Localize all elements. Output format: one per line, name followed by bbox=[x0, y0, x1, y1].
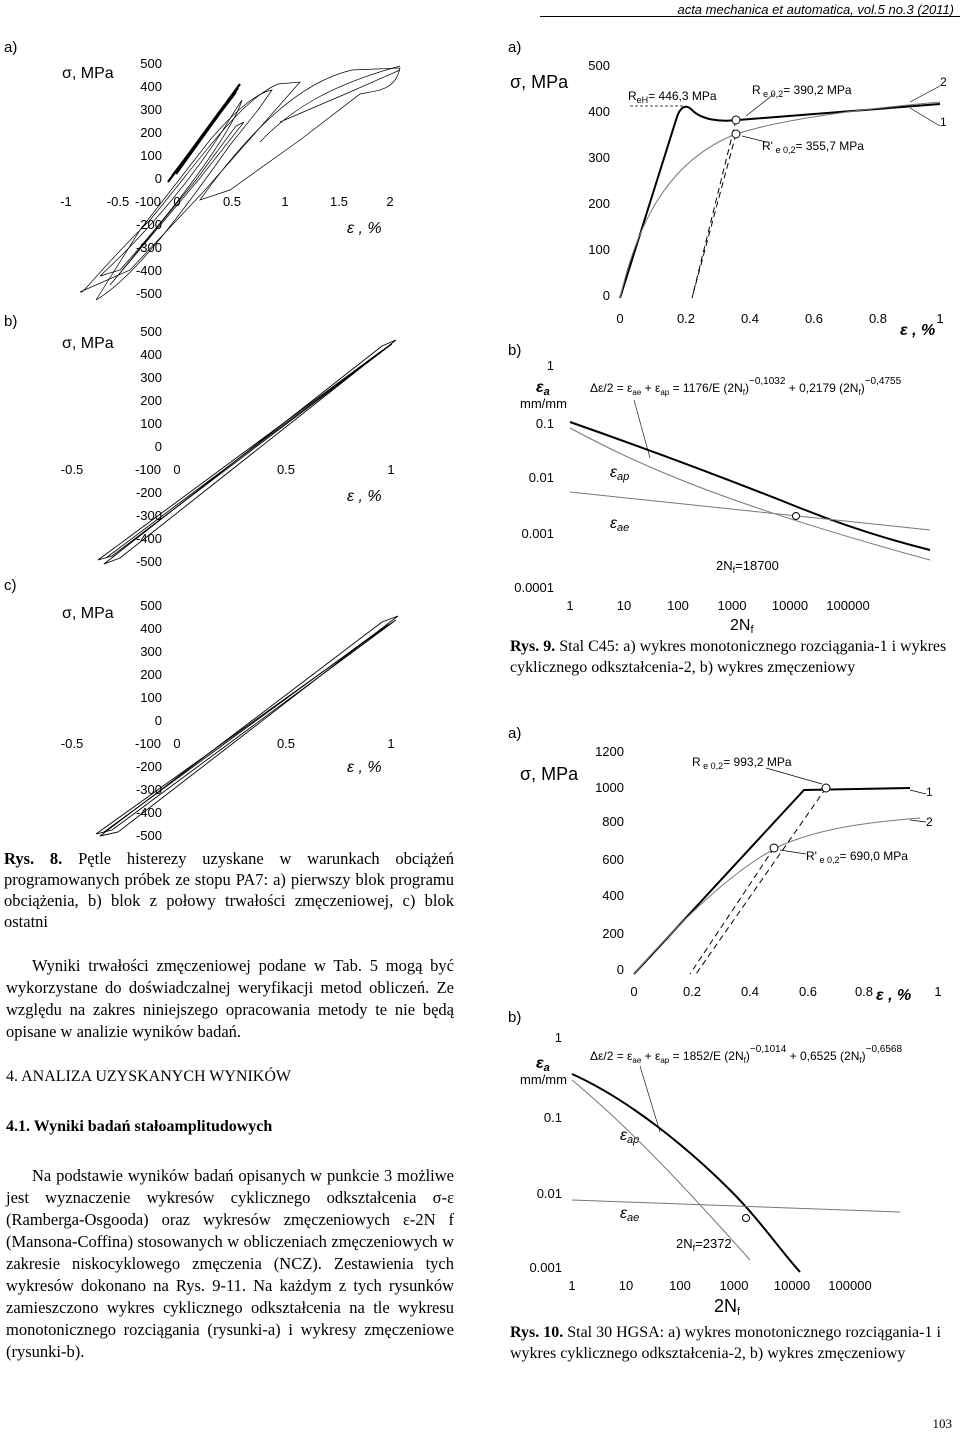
journal-header: acta mechanica et automatica, vol.5 no.3 (2011) bbox=[677, 2, 954, 17]
fig10b-xtitle: 2Nf bbox=[714, 1296, 741, 1318]
svg-text:100000: 100000 bbox=[826, 598, 870, 613]
fig10-caption-label: Rys. 10. bbox=[510, 1324, 564, 1341]
fig8-hysteresis-plots bbox=[0, 30, 470, 850]
svg-text:-0.5: -0.5 bbox=[106, 194, 130, 209]
svg-text:400: 400 bbox=[140, 621, 162, 636]
svg-text:0: 0 bbox=[154, 171, 162, 186]
svg-text:300: 300 bbox=[140, 370, 162, 385]
svg-text:0: 0 bbox=[154, 439, 162, 454]
fig10a-curve2-label: 2 bbox=[926, 815, 933, 829]
fig8c-xtitle: ε , % bbox=[347, 759, 382, 776]
fig9b-Nf-marker bbox=[793, 513, 800, 520]
svg-text:-400: -400 bbox=[135, 531, 162, 546]
svg-text:0: 0 bbox=[616, 962, 624, 977]
fig9a-yticks bbox=[588, 58, 610, 303]
svg-text:300: 300 bbox=[588, 150, 610, 165]
svg-text:-400: -400 bbox=[135, 805, 162, 820]
svg-text:200: 200 bbox=[140, 667, 162, 682]
svg-text:0.01: 0.01 bbox=[528, 470, 554, 485]
svg-text:1000: 1000 bbox=[717, 598, 747, 613]
fig9a-Re-prime: R' $_{e 0,2}$= 355,7 MPa bbox=[762, 139, 864, 155]
fig9a-Re-marker bbox=[732, 116, 740, 124]
fig9a-curve1-label: 1 bbox=[940, 115, 947, 129]
svg-text:100: 100 bbox=[140, 690, 162, 705]
svg-text:10000: 10000 bbox=[773, 1278, 811, 1293]
fig10a-offset-line1 bbox=[696, 788, 826, 974]
fig9b-equation: $\Delta\varepsilon/2 = \varepsilon_{ae} + \varepsilon_{ap} = 1176/E$ $(2N_f)^{-0,1032} + 0,2179$ $(2N_f)^{-0,4755}$ bbox=[590, 376, 902, 397]
svg-text:0: 0 bbox=[173, 462, 181, 477]
svg-text:100: 100 bbox=[140, 416, 162, 431]
svg-text:-100: -100 bbox=[134, 194, 162, 209]
fig9-caption-text: Stal C45: a) wykres monotonicznego rozciągania-1 i wykres cyklicznego odkształcenia-2, b) wykres zmęczeniowy bbox=[510, 638, 947, 676]
svg-text:1: 1 bbox=[281, 194, 289, 209]
fig8a-label: a) bbox=[4, 39, 18, 56]
svg-text:1: 1 bbox=[566, 598, 574, 613]
svg-text:0: 0 bbox=[173, 736, 181, 751]
fig9a-xtitle: ε , % bbox=[900, 322, 936, 339]
svg-text:400: 400 bbox=[588, 104, 610, 119]
fig8-caption-text: Pętle histerezy uzyskane w warunkach obciążeń programowanych próbek ze stopu PA7: a) pierwszy blok programu obciążenia, b) blok z połowy trwałości zmęczeniowej, c) blok ostatni bbox=[4, 849, 454, 931]
fig8c-ytitle: σ, MPa bbox=[62, 605, 114, 622]
svg-text:200: 200 bbox=[602, 926, 624, 941]
fig10b-yunit: mm/mm bbox=[520, 1072, 567, 1087]
svg-text:10: 10 bbox=[618, 1278, 634, 1293]
svg-text:400: 400 bbox=[140, 347, 162, 362]
svg-text:0.001: 0.001 bbox=[521, 526, 554, 541]
fig10b-Nf: $2N_f=2372$ bbox=[676, 1236, 732, 1253]
fig10b-ytitle: εa bbox=[536, 1055, 550, 1074]
svg-text:0: 0 bbox=[154, 713, 162, 728]
svg-text:100: 100 bbox=[667, 598, 689, 613]
svg-text:500: 500 bbox=[140, 56, 162, 71]
svg-text:-100: -100 bbox=[134, 736, 162, 751]
fig9a-Re-prime-marker bbox=[732, 130, 740, 138]
svg-text:0.0001: 0.0001 bbox=[514, 580, 554, 595]
fig8a-xtitle: ε , % bbox=[347, 220, 382, 237]
fig10a-monotonic-curve bbox=[634, 788, 910, 974]
fig8a-dense-band bbox=[168, 84, 240, 182]
fig10-plots bbox=[470, 720, 960, 1320]
svg-text:0.4: 0.4 bbox=[740, 984, 760, 999]
fig10b-eps-ae: εae bbox=[620, 1205, 640, 1224]
fig8-caption-label: Rys. 8. bbox=[4, 849, 63, 868]
svg-text:1200: 1200 bbox=[595, 744, 624, 759]
fig10b-label: b) bbox=[508, 1009, 522, 1026]
fig9b-label: b) bbox=[508, 342, 522, 359]
svg-text:200: 200 bbox=[588, 196, 610, 211]
svg-text:0: 0 bbox=[616, 311, 624, 326]
svg-text:0.6: 0.6 bbox=[798, 984, 818, 999]
fig8b-xtitle: ε , % bbox=[347, 488, 382, 505]
fig10a-Re-prime-marker bbox=[770, 844, 778, 852]
paragraph-2: Na podstawie wyników badań opisanych w punkcie 3 możliwe jest wyznaczenie wykresów cyklicznego odkształcenia σ-ε (Ramberga-Osgooda) oraz wykresów zmęczeniowych ε-2N f (Mansona-Coffina) stosowanych w obliczeniach zmęczeniowych w zakresie niskocyklowego zmęczenia (NCZ). Zestawienia tych wykresów dokonano na Rys. 9-11. Na każdym z tych rysunków zamieszczono wykres cyklicznego odkształcenia na tle wykresu monotonicznego rozciągania (rysunki-a) i wykresy zmęczeniowe (rysunki-b). bbox=[6, 1166, 454, 1361]
fig10a-yticks bbox=[595, 744, 624, 977]
fig9a-offset-line1 bbox=[692, 120, 736, 298]
svg-text:600: 600 bbox=[602, 852, 624, 867]
svg-text:-500: -500 bbox=[135, 286, 162, 301]
fig9a-offset-line2 bbox=[692, 134, 736, 298]
fig9a-xticks bbox=[616, 311, 943, 326]
fig9b-Nf: $2N_f=18700$ bbox=[716, 558, 779, 575]
fig8a-xticks bbox=[60, 194, 393, 209]
svg-text:2: 2 bbox=[386, 194, 394, 209]
svg-text:-300: -300 bbox=[135, 508, 162, 523]
fig9b-xticks bbox=[566, 598, 869, 613]
svg-text:10: 10 bbox=[616, 598, 632, 613]
fig9a-cyclic-curve bbox=[620, 102, 940, 298]
fig8b-label: b) bbox=[4, 313, 18, 330]
page-number: 103 bbox=[932, 1416, 952, 1431]
svg-text:0.1: 0.1 bbox=[535, 416, 554, 431]
fig8-caption bbox=[4, 848, 454, 932]
svg-text:-500: -500 bbox=[135, 828, 162, 843]
fig10a-Re: R $_{e 0,2}$= 993,2 MPa bbox=[692, 755, 792, 771]
svg-text:0.8: 0.8 bbox=[868, 311, 888, 326]
fig9a-monotonic-curve bbox=[620, 104, 940, 298]
svg-text:-300: -300 bbox=[135, 782, 162, 797]
fig9b-ytitle: εa bbox=[536, 379, 550, 398]
fig10b-Nf-marker bbox=[743, 1215, 750, 1222]
svg-text:0.4: 0.4 bbox=[740, 311, 760, 326]
fig10b-eps-ap: εap bbox=[620, 1127, 640, 1146]
fig10b-plastic-curve bbox=[572, 1080, 750, 1260]
svg-text:0.5: 0.5 bbox=[222, 194, 242, 209]
fig8a-yticks bbox=[136, 56, 162, 301]
fig9a-ReH: $R_{eH}= 446,3$ MPa bbox=[628, 89, 717, 105]
fig9b-eps-ae: εae bbox=[610, 515, 630, 534]
svg-text:300: 300 bbox=[140, 644, 162, 659]
svg-text:1: 1 bbox=[554, 1030, 562, 1045]
svg-text:100: 100 bbox=[669, 1278, 691, 1293]
svg-text:0.6: 0.6 bbox=[804, 311, 824, 326]
fig10a-Re-marker bbox=[822, 784, 830, 792]
svg-text:100: 100 bbox=[140, 148, 162, 163]
svg-text:0.2: 0.2 bbox=[682, 984, 702, 999]
svg-text:-200: -200 bbox=[135, 759, 162, 774]
svg-text:200: 200 bbox=[140, 125, 162, 140]
svg-text:800: 800 bbox=[602, 814, 624, 829]
svg-text:400: 400 bbox=[602, 888, 624, 903]
fig10-caption bbox=[510, 1322, 950, 1364]
fig9-caption bbox=[510, 636, 950, 678]
svg-text:0.1: 0.1 bbox=[543, 1110, 562, 1125]
svg-text:1000: 1000 bbox=[595, 780, 624, 795]
svg-text:0: 0 bbox=[602, 288, 610, 303]
fig8a-ytitle: σ, MPa bbox=[62, 65, 114, 82]
svg-text:200: 200 bbox=[140, 393, 162, 408]
fig9-plots bbox=[470, 30, 960, 640]
fig8b-ytitle: σ, MPa bbox=[62, 335, 114, 352]
fig9b-xtitle: 2Nf bbox=[730, 617, 754, 636]
svg-text:1: 1 bbox=[934, 984, 942, 999]
svg-text:-400: -400 bbox=[135, 263, 162, 278]
fig10a-cyclic-curve bbox=[634, 818, 920, 974]
fig8a-loops bbox=[80, 66, 400, 300]
svg-text:-500: -500 bbox=[135, 554, 162, 569]
svg-text:0.001: 0.001 bbox=[529, 1260, 562, 1275]
svg-text:0: 0 bbox=[630, 984, 638, 999]
svg-text:-200: -200 bbox=[135, 217, 162, 232]
fig9a-ytitle: σ, MPa bbox=[510, 72, 569, 92]
svg-text:400: 400 bbox=[140, 79, 162, 94]
section-heading: 4. ANALIZA UZYSKANYCH WYNIKÓW bbox=[6, 1068, 292, 1085]
svg-text:-100: -100 bbox=[134, 462, 162, 477]
fig8c-xticks bbox=[61, 736, 395, 751]
paragraph-1: Wyniki trwałości zmęczeniowej podane w Tab. 5 mogą być wykorzystane do doświadczalnej weryfikacji metod obliczeń. Ze względu na zakres niniejszego opracowania metody te nie będą opisane w analizie wyników badań. bbox=[6, 956, 454, 1041]
svg-text:10000: 10000 bbox=[771, 598, 809, 613]
fig10b-xticks bbox=[568, 1278, 871, 1293]
fig9b-yunit: mm/mm bbox=[520, 396, 567, 411]
svg-text:500: 500 bbox=[140, 598, 162, 613]
svg-text:1: 1 bbox=[568, 1278, 576, 1293]
fig10b-equation: $\Delta\varepsilon/2 = \varepsilon_{ae} + \varepsilon_{ap} = 1852/E$ $(2N_f)^{-0,1014} + 0,6525$ $(2N_f)^{-0,6568}$ bbox=[590, 1044, 903, 1065]
svg-text:-0.5: -0.5 bbox=[60, 462, 84, 477]
header-rule bbox=[540, 16, 960, 17]
svg-text:-0.5: -0.5 bbox=[60, 736, 84, 751]
fig8c-label: c) bbox=[4, 577, 17, 594]
svg-text:-200: -200 bbox=[135, 485, 162, 500]
svg-text:-1: -1 bbox=[60, 194, 72, 209]
fig9a-curve2-label: 2 bbox=[940, 75, 947, 89]
svg-text:0.5: 0.5 bbox=[276, 462, 296, 477]
svg-text:500: 500 bbox=[588, 58, 610, 73]
svg-text:1.5: 1.5 bbox=[329, 194, 349, 209]
fig9a-label: a) bbox=[508, 39, 522, 56]
svg-text:1: 1 bbox=[387, 462, 395, 477]
svg-text:1: 1 bbox=[387, 736, 395, 751]
svg-text:1: 1 bbox=[936, 311, 944, 326]
svg-text:0.2: 0.2 bbox=[676, 311, 696, 326]
fig10a-ytitle: σ, MPa bbox=[520, 764, 579, 784]
fig10a-xtitle: ε , % bbox=[876, 987, 912, 1004]
svg-text:100: 100 bbox=[588, 242, 610, 257]
fig9b-eps-ap: εap bbox=[610, 464, 630, 483]
fig10a-curve1-label: 1 bbox=[926, 785, 933, 799]
fig10a-label: a) bbox=[508, 725, 522, 742]
subsection-heading: 4.1. Wyniki badań stałoamplitudowych bbox=[6, 1118, 273, 1135]
fig9-caption-label: Rys. 9. bbox=[510, 638, 556, 655]
svg-text:0.5: 0.5 bbox=[276, 736, 296, 751]
svg-text:1000: 1000 bbox=[719, 1278, 749, 1293]
svg-text:0: 0 bbox=[173, 194, 181, 209]
svg-text:500: 500 bbox=[140, 324, 162, 339]
fig9a-Re: R $_{e 0,2}$= 390,2 MPa bbox=[752, 83, 852, 99]
svg-text:-300: -300 bbox=[135, 240, 162, 255]
svg-text:1: 1 bbox=[546, 358, 554, 373]
svg-text:0.01: 0.01 bbox=[536, 1186, 562, 1201]
svg-text:100000: 100000 bbox=[828, 1278, 872, 1293]
svg-text:300: 300 bbox=[140, 102, 162, 117]
fig9b-plastic-curve bbox=[570, 428, 930, 560]
fig10a-Re-prime: R' $_{e 0,2}$= 690,0 MPa bbox=[806, 849, 908, 865]
svg-text:0.8: 0.8 bbox=[854, 984, 874, 999]
fig10-caption-text: Stal 30 HGSA: a) wykres monotonicznego rozciągania-1 i wykres cyklicznego odkształcenia-2, b) wykres zmęczeniowy bbox=[510, 1324, 941, 1362]
